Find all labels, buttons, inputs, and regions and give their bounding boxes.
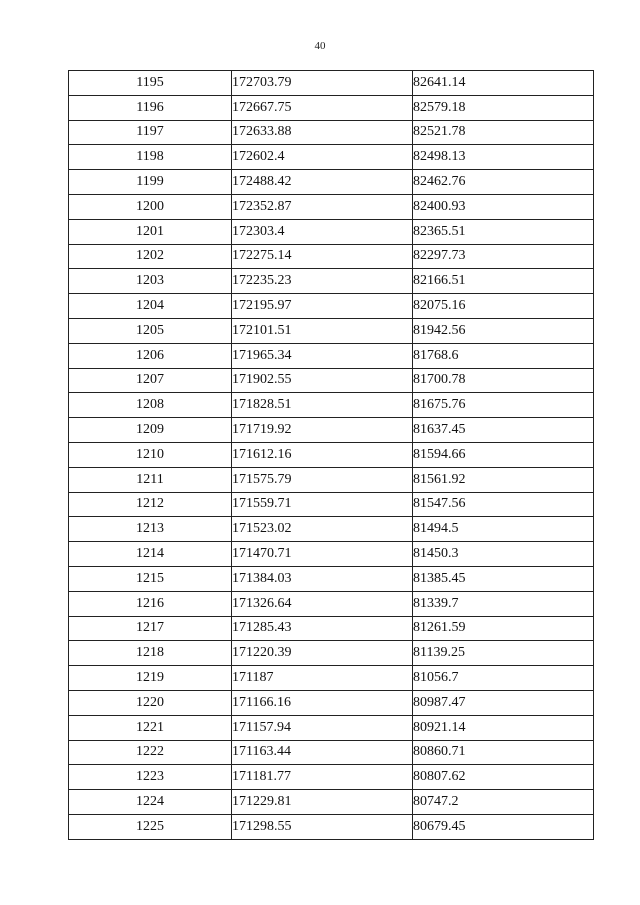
x-coordinate-cell: 171181.77 [232,765,413,790]
x-coordinate-cell: 171559.71 [232,492,413,517]
point-number-cell: 1208 [69,393,232,418]
point-number-cell: 1223 [69,765,232,790]
point-number-cell: 1203 [69,269,232,294]
x-coordinate-cell: 171187 [232,666,413,691]
page-number: 40 [314,40,326,52]
y-coordinate-cell: 81261.59 [413,616,594,641]
y-coordinate-cell: 81385.45 [413,566,594,591]
point-number-cell: 1201 [69,219,232,244]
y-coordinate-cell: 81339.7 [413,591,594,616]
table-row [69,641,594,666]
table-row [69,145,594,170]
point-number-cell: 1224 [69,790,232,815]
point-number-cell: 1197 [69,120,232,145]
point-number-cell: 1206 [69,343,232,368]
point-number-cell: 1211 [69,467,232,492]
point-number-cell: 1220 [69,690,232,715]
point-number-cell: 1195 [69,71,232,96]
table-row [69,790,594,815]
x-coordinate-cell: 171523.02 [232,517,413,542]
table-row [69,492,594,517]
table-row [69,542,594,567]
point-number-cell: 1207 [69,368,232,393]
x-coordinate-cell: 171384.03 [232,566,413,591]
y-coordinate-cell: 81768.6 [413,343,594,368]
table-row [69,616,594,641]
table-row [69,740,594,765]
y-coordinate-cell: 80987.47 [413,690,594,715]
x-coordinate-cell: 172101.51 [232,318,413,343]
table-row [69,318,594,343]
table-row [69,244,594,269]
table-row [69,71,594,96]
x-coordinate-cell: 171157.94 [232,715,413,740]
table-row [69,343,594,368]
table-row [69,269,594,294]
point-number-cell: 1225 [69,814,232,839]
x-coordinate-cell: 172633.88 [232,120,413,145]
table-row [69,566,594,591]
point-number-cell: 1222 [69,740,232,765]
y-coordinate-cell: 82498.13 [413,145,594,170]
table-row [69,442,594,467]
y-coordinate-cell: 82641.14 [413,71,594,96]
point-number-cell: 1209 [69,418,232,443]
table-row [69,170,594,195]
point-number-cell: 1205 [69,318,232,343]
y-coordinate-cell: 81547.56 [413,492,594,517]
y-coordinate-cell: 81139.25 [413,641,594,666]
x-coordinate-cell: 172703.79 [232,71,413,96]
point-number-cell: 1210 [69,442,232,467]
point-number-cell: 1217 [69,616,232,641]
x-coordinate-cell: 171220.39 [232,641,413,666]
point-number-cell: 1212 [69,492,232,517]
y-coordinate-cell: 81450.3 [413,542,594,567]
x-coordinate-cell: 171828.51 [232,393,413,418]
point-number-cell: 1196 [69,95,232,120]
table-row [69,393,594,418]
table-row [69,690,594,715]
point-number-cell: 1219 [69,666,232,691]
x-coordinate-cell: 171965.34 [232,343,413,368]
table-row [69,467,594,492]
x-coordinate-cell: 171326.64 [232,591,413,616]
y-coordinate-cell: 80747.2 [413,790,594,815]
y-coordinate-cell: 82075.16 [413,294,594,319]
x-coordinate-cell: 171902.55 [232,368,413,393]
y-coordinate-cell: 81700.78 [413,368,594,393]
point-number-cell: 1215 [69,566,232,591]
x-coordinate-cell: 171575.79 [232,467,413,492]
y-coordinate-cell: 82166.51 [413,269,594,294]
table-row [69,517,594,542]
y-coordinate-cell: 81637.45 [413,418,594,443]
x-coordinate-cell: 172275.14 [232,244,413,269]
x-coordinate-cell: 171229.81 [232,790,413,815]
point-number-cell: 1213 [69,517,232,542]
x-coordinate-cell: 172667.75 [232,95,413,120]
table-row [69,765,594,790]
point-number-cell: 1214 [69,542,232,567]
x-coordinate-cell: 171163.44 [232,740,413,765]
y-coordinate-cell: 81942.56 [413,318,594,343]
y-coordinate-cell: 82462.76 [413,170,594,195]
point-number-cell: 1200 [69,194,232,219]
y-coordinate-cell: 82521.78 [413,120,594,145]
x-coordinate-cell: 172488.42 [232,170,413,195]
table-row [69,418,594,443]
table-row [69,814,594,839]
point-number-cell: 1216 [69,591,232,616]
point-number-cell: 1202 [69,244,232,269]
point-number-cell: 1198 [69,145,232,170]
x-coordinate-cell: 171166.16 [232,690,413,715]
table-body [69,71,594,840]
point-number-cell: 1204 [69,294,232,319]
table-row [69,368,594,393]
x-coordinate-cell: 172303.4 [232,219,413,244]
x-coordinate-cell: 172602.4 [232,145,413,170]
y-coordinate-cell: 81494.5 [413,517,594,542]
x-coordinate-cell: 171719.92 [232,418,413,443]
x-coordinate-cell: 172352.87 [232,194,413,219]
table-row [69,294,594,319]
point-number-cell: 1221 [69,715,232,740]
y-coordinate-cell: 81056.7 [413,666,594,691]
y-coordinate-cell: 80860.71 [413,740,594,765]
table-row [69,120,594,145]
y-coordinate-cell: 81561.92 [413,467,594,492]
table-row [69,715,594,740]
y-coordinate-cell: 82297.73 [413,244,594,269]
x-coordinate-cell: 171285.43 [232,616,413,641]
table-row [69,219,594,244]
point-number-cell: 1199 [69,170,232,195]
x-coordinate-cell: 171612.16 [232,442,413,467]
x-coordinate-cell: 171298.55 [232,814,413,839]
x-coordinate-cell: 172195.97 [232,294,413,319]
y-coordinate-cell: 81594.66 [413,442,594,467]
y-coordinate-cell: 82365.51 [413,219,594,244]
y-coordinate-cell: 81675.76 [413,393,594,418]
point-number-cell: 1218 [69,641,232,666]
y-coordinate-cell: 80679.45 [413,814,594,839]
y-coordinate-cell: 82400.93 [413,194,594,219]
table-row [69,666,594,691]
y-coordinate-cell: 80807.62 [413,765,594,790]
table-row [69,194,594,219]
x-coordinate-cell: 172235.23 [232,269,413,294]
x-coordinate-cell: 171470.71 [232,542,413,567]
y-coordinate-cell: 82579.18 [413,95,594,120]
table-row [69,591,594,616]
table-row [69,95,594,120]
coordinates-table [68,70,594,840]
y-coordinate-cell: 80921.14 [413,715,594,740]
